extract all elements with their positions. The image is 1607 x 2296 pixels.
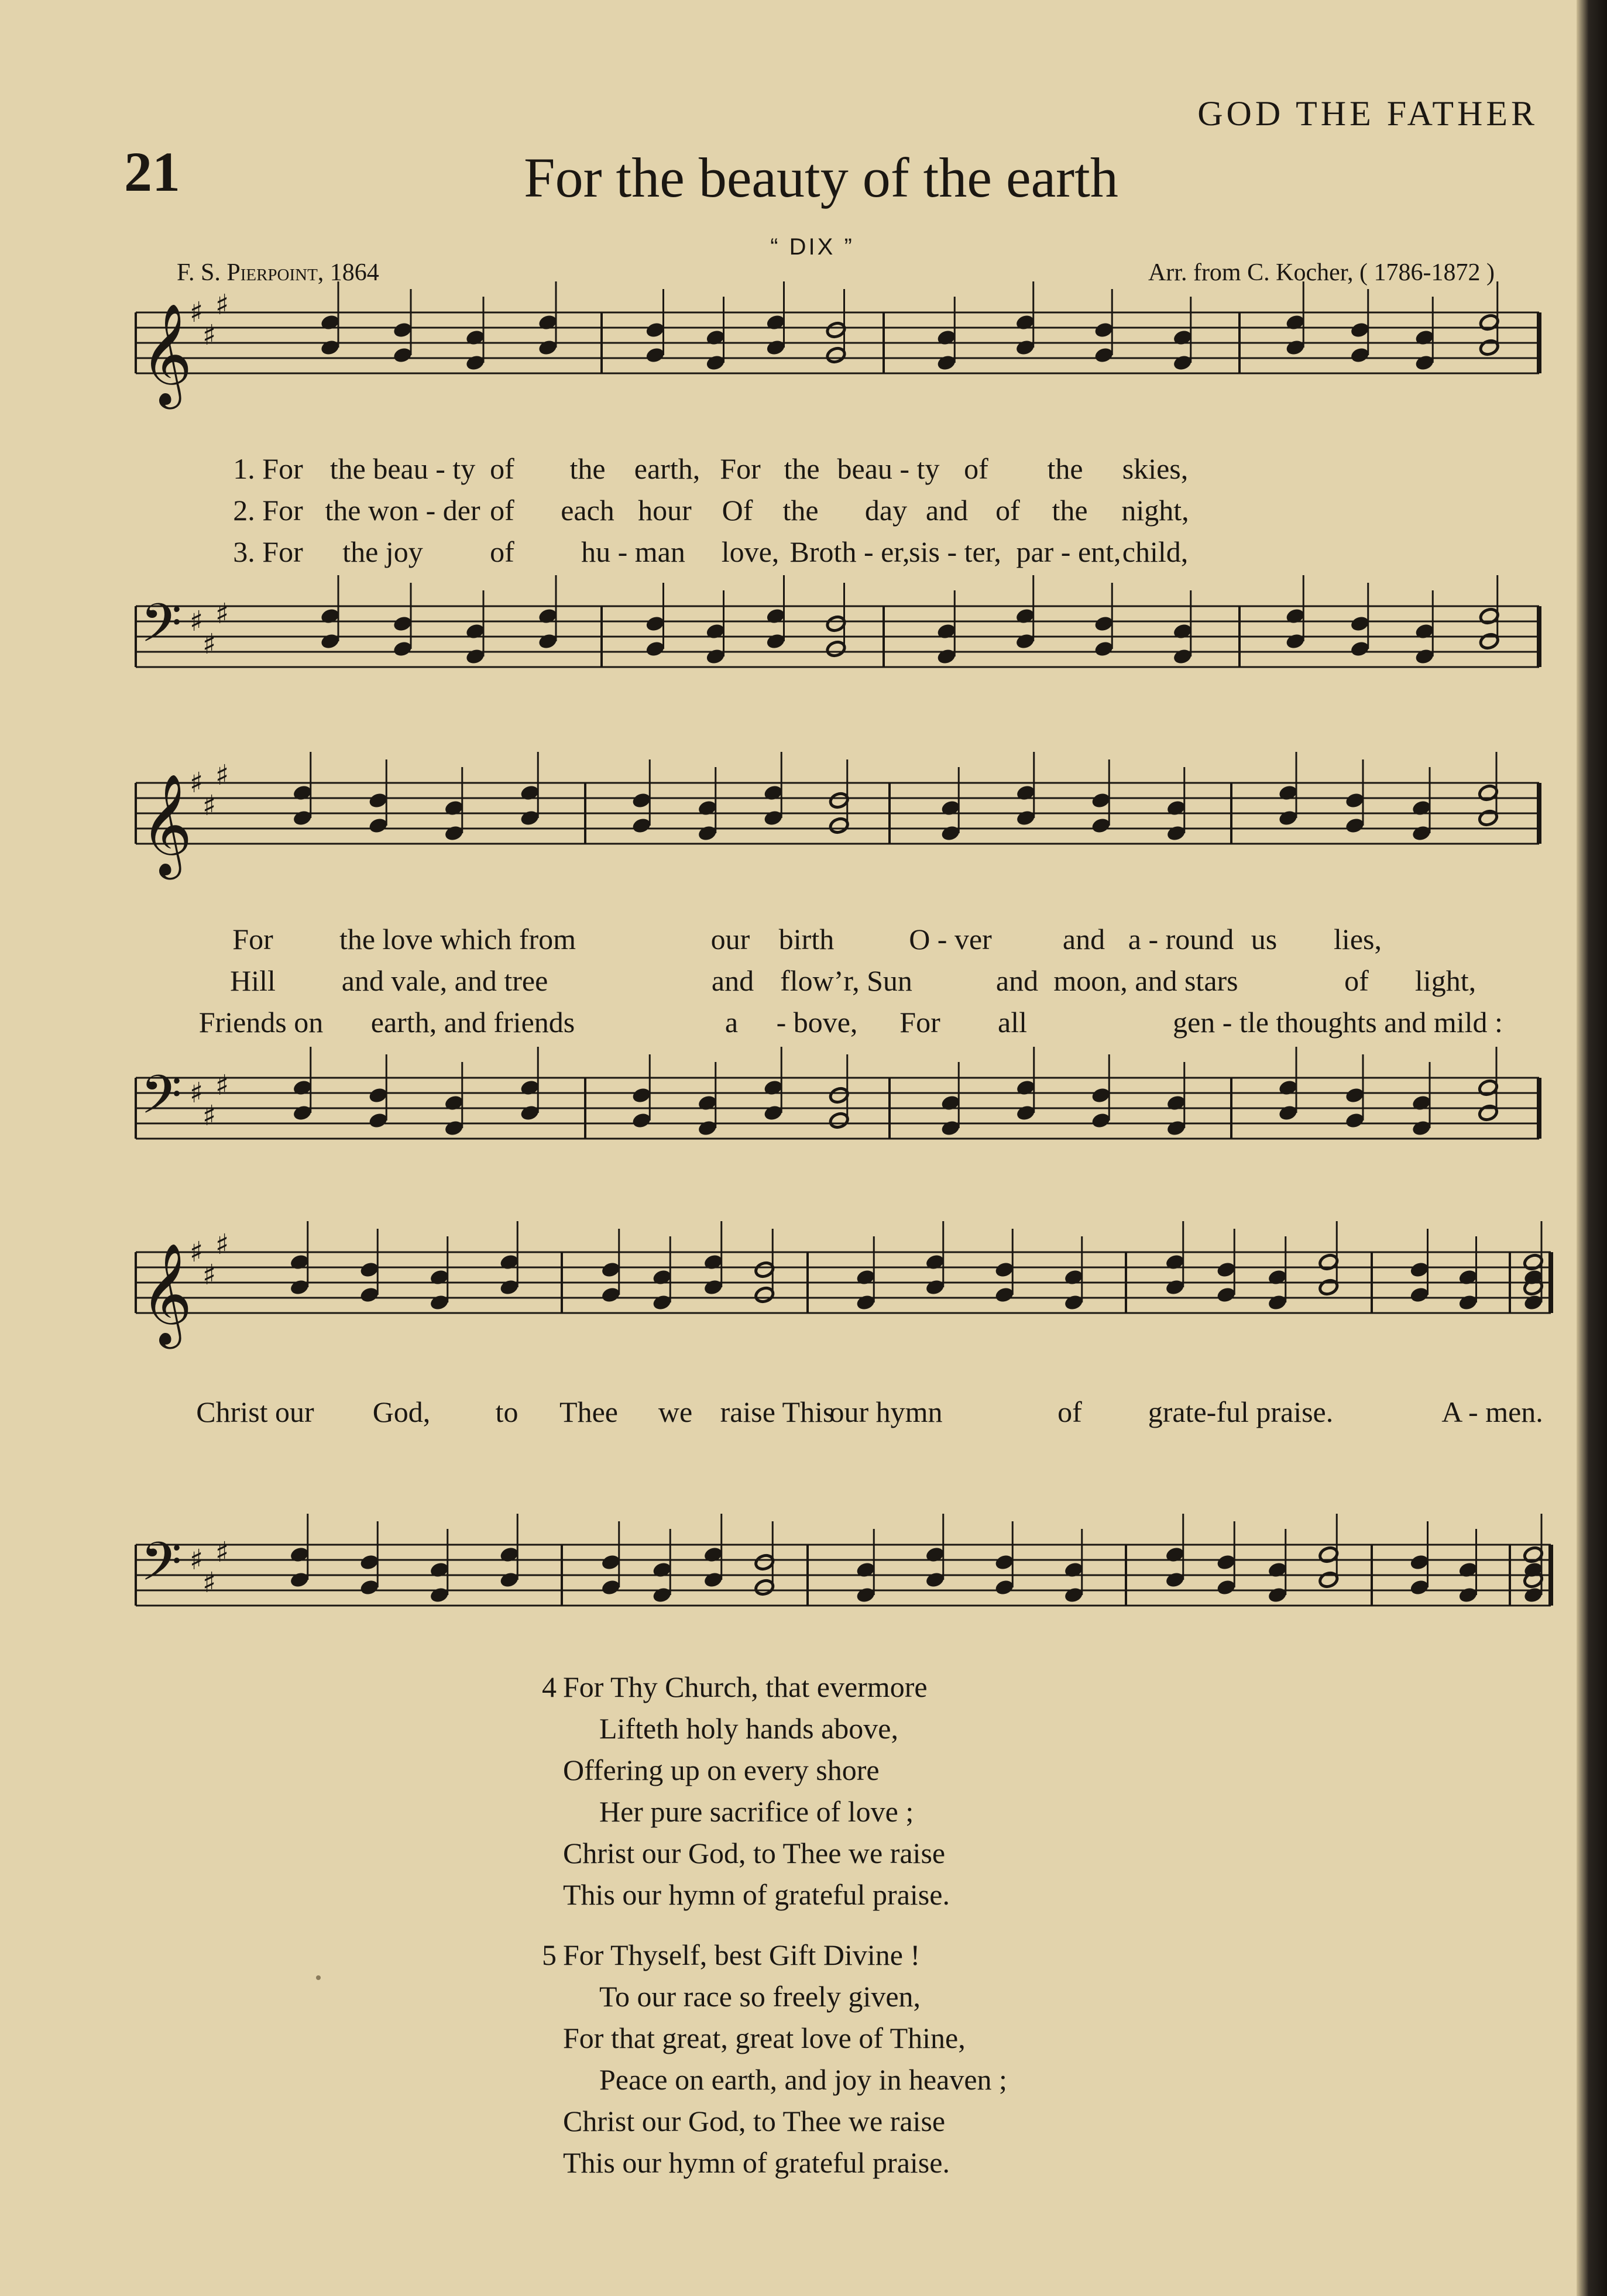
- lyric-syllable: light,: [1414, 964, 1476, 997]
- lyric-syllable: love,: [721, 535, 780, 568]
- lyric-syllable: we: [658, 1396, 693, 1428]
- lyric-syllable: of: [995, 494, 1020, 527]
- lyric-line: [0, 535, 1607, 570]
- verse-line: Lifteth holy hands above,: [599, 1712, 898, 1745]
- verse-number: 5: [542, 1938, 557, 1971]
- lyric-syllable: 2. For: [233, 494, 303, 527]
- verse-5: [542, 1934, 1007, 2184]
- lyric-syllable: flow’r, Sun: [780, 964, 912, 997]
- bass-clef-icon: 𝄢: [140, 1064, 182, 1139]
- lyric-syllable: raise This: [720, 1396, 835, 1428]
- lyric-syllable: of: [964, 452, 988, 485]
- lyric-syllable: the: [784, 452, 820, 485]
- lyric-line: [0, 922, 1607, 957]
- lyric-syllable: of: [490, 494, 514, 527]
- lyric-syllable: child,: [1122, 535, 1189, 568]
- lyric-syllable: For: [720, 452, 761, 485]
- sharp-icon: ♯: [215, 597, 229, 630]
- lyric-syllable: beau - ty: [837, 452, 940, 485]
- paper-speck: [316, 1975, 321, 1980]
- lyric-line: [0, 1395, 1607, 1430]
- lyric-syllable: - bove,: [776, 1006, 858, 1039]
- lyric-syllable: all: [998, 1006, 1027, 1039]
- verse-line: This our hymn of grateful praise.: [563, 1878, 950, 1911]
- verse-line: Peace on earth, and joy in heaven ;: [599, 2063, 1007, 2096]
- lyric-syllable: the joy: [342, 535, 423, 568]
- lyric-syllable: Of: [722, 494, 753, 527]
- bass-clef-icon: 𝄢: [140, 1531, 182, 1606]
- sharp-icon: ♯: [215, 288, 229, 321]
- lyric-syllable: our hymn: [829, 1396, 943, 1428]
- lyric-syllable: A - men.: [1441, 1396, 1543, 1428]
- lyric-syllable: and: [995, 964, 1039, 997]
- sharp-icon: ♯: [190, 1236, 204, 1269]
- lyric-syllable: our: [710, 923, 750, 955]
- lyric-syllable: and: [925, 494, 969, 527]
- verse-line: This our hymn of grateful praise.: [563, 2146, 950, 2179]
- lyric-syllable: Broth - er,: [789, 535, 910, 568]
- lyric-syllable: par - ent,: [1016, 535, 1121, 568]
- lyric-line: [0, 452, 1607, 487]
- verse-line: For Thyself, best Gift Divine !: [563, 1938, 921, 1971]
- sharp-icon: ♯: [190, 1077, 204, 1109]
- sharp-icon: ♯: [190, 296, 204, 329]
- sharp-icon: ♯: [190, 605, 204, 638]
- section-label: GOD THE FATHER: [1197, 94, 1538, 133]
- lyric-syllable: the won - der: [325, 494, 480, 527]
- lyric-syllable: grate-ful praise.: [1148, 1396, 1334, 1428]
- lyric-syllable: of: [490, 535, 514, 568]
- verse-line: For that great, great love of Thine,: [563, 2022, 966, 2054]
- lyric-syllable: earth,: [634, 452, 701, 485]
- lyric-syllable: birth: [778, 923, 835, 955]
- verse-line: Offering up on every shore: [563, 1754, 880, 1786]
- verse-line: For Thy Church, that evermore: [563, 1671, 928, 1703]
- treble-clef-icon: 𝄞: [140, 1243, 193, 1345]
- lyric-syllable: and: [711, 964, 754, 997]
- lyric-syllable: to: [495, 1396, 519, 1428]
- lyric-syllable: the: [1052, 494, 1088, 527]
- lyric-syllable: day: [864, 494, 908, 527]
- lyric-syllable: a - round: [1128, 923, 1234, 955]
- lyric-syllable: God,: [372, 1396, 431, 1428]
- lyric-syllable: each: [561, 494, 614, 527]
- lyric-syllable: the: [1047, 452, 1083, 485]
- lyric-syllable: Friends on: [198, 1006, 324, 1039]
- verse-4: [542, 1666, 950, 1916]
- lyric-syllable: gen - tle thoughts and mild :: [1173, 1006, 1503, 1039]
- verse-number: 4: [542, 1671, 557, 1703]
- lyric-syllable: sis - ter,: [909, 535, 1001, 568]
- lyric-syllable: a: [724, 1006, 739, 1039]
- hymn-number: 21: [124, 140, 180, 203]
- sharp-icon: ♯: [215, 1069, 229, 1102]
- author-credit: F. S. Pierpoint, 1864: [177, 259, 379, 286]
- sharp-icon: ♯: [190, 1544, 204, 1576]
- sharp-icon: ♯: [202, 1099, 217, 1132]
- arranger-credit: Arr. from C. Kocher, ( 1786-1872 ): [1148, 259, 1495, 286]
- sharp-icon: ♯: [202, 319, 217, 352]
- lyric-syllable: of: [490, 452, 514, 485]
- tune-name: “ DIX ”: [770, 234, 854, 260]
- sharp-icon: ♯: [215, 759, 229, 792]
- lyric-syllable: lies,: [1334, 923, 1382, 955]
- verse-line: To our race so freely given,: [599, 1980, 921, 2013]
- lyric-line: [0, 493, 1607, 528]
- lyric-syllable: moon, and stars: [1053, 964, 1238, 997]
- lyric-syllable: of: [1057, 1396, 1082, 1428]
- sharp-icon: ♯: [190, 767, 204, 799]
- lyric-line: [0, 1005, 1607, 1040]
- lyric-syllable: hour: [638, 494, 692, 527]
- lyric-syllable: the beau - ty: [329, 452, 476, 485]
- lyric-syllable: Hill: [230, 964, 276, 997]
- sharp-icon: ♯: [215, 1228, 229, 1261]
- hymn-title: For the beauty of the earth: [524, 146, 1118, 209]
- lyric-syllable: 1. For: [233, 452, 303, 485]
- lyric-syllable: the: [569, 452, 606, 485]
- lyric-syllable: hu - man: [581, 535, 685, 568]
- verse-line: Her pure sacrifice of love ;: [599, 1795, 914, 1828]
- bass-clef-icon: 𝄢: [140, 592, 182, 667]
- treble-clef-icon: 𝄞: [140, 774, 193, 875]
- lyric-syllable: Thee: [559, 1396, 618, 1428]
- lyric-syllable: of: [1344, 964, 1369, 997]
- sharp-icon: ♯: [202, 1566, 217, 1599]
- verse-line: Christ our God, to Thee we raise: [563, 2105, 946, 2137]
- lyric-syllable: us: [1251, 923, 1278, 955]
- lyric-syllable: earth, and friends: [370, 1006, 575, 1039]
- verse-line: Christ our God, to Thee we raise: [563, 1837, 946, 1869]
- lyric-syllable: the: [782, 494, 819, 527]
- sharp-icon: ♯: [202, 628, 217, 661]
- lyric-syllable: 3. For: [233, 535, 303, 568]
- lyric-syllable: For: [232, 923, 273, 955]
- lyric-line: [0, 964, 1607, 999]
- treble-clef-icon: 𝄞: [140, 303, 193, 405]
- lyric-syllable: For: [899, 1006, 940, 1039]
- sharp-icon: ♯: [202, 1259, 217, 1291]
- sharp-icon: ♯: [215, 1536, 229, 1569]
- lyric-syllable: the love which from: [339, 923, 576, 955]
- lyric-syllable: night,: [1121, 494, 1189, 527]
- lyric-syllable: and: [1062, 923, 1105, 955]
- lyric-syllable: O - ver: [909, 923, 992, 955]
- lyric-syllable: and vale, and tree: [341, 964, 548, 997]
- lyric-syllable: skies,: [1122, 452, 1189, 485]
- sharp-icon: ♯: [202, 789, 217, 822]
- lyric-syllable: Christ our: [196, 1396, 314, 1428]
